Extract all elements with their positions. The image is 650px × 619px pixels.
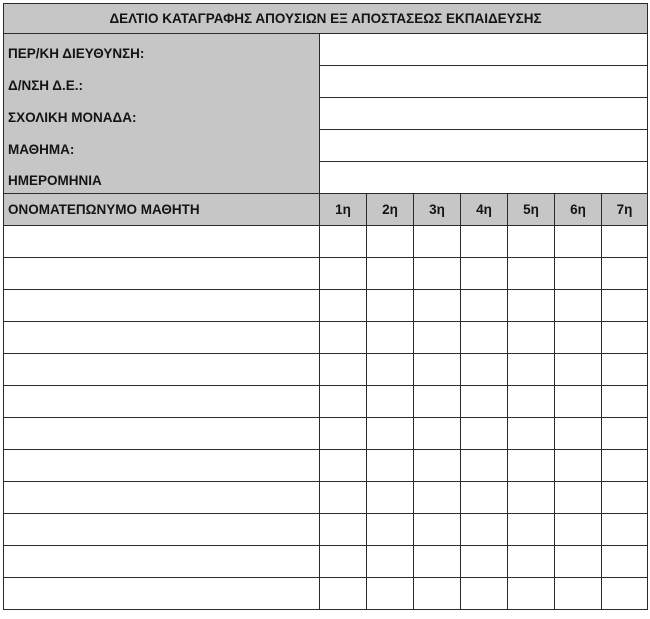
period-3-cell[interactable] [414,258,461,290]
table-row [4,226,648,258]
student-name-column-header: ΟΝΟΜΑΤΕΠΩΝΥΜΟ ΜΑΘΗΤΗ [4,194,320,226]
period-5-cell[interactable] [508,290,555,322]
student-name-cell[interactable] [4,290,320,322]
table-row [4,258,648,290]
period-5-cell[interactable] [508,258,555,290]
student-name-cell[interactable] [4,322,320,354]
period-2-cell[interactable] [367,418,414,450]
period-5-cell[interactable] [508,482,555,514]
period-7-cell[interactable] [602,578,648,610]
period-6-cell[interactable] [555,322,602,354]
period-5-cell[interactable] [508,546,555,578]
table-row [4,322,648,354]
field-value-school-unit[interactable] [320,98,648,130]
table-row [4,578,648,610]
period-4-cell[interactable] [461,258,508,290]
period-5-cell[interactable] [508,514,555,546]
period-3-cell[interactable] [414,354,461,386]
period-3-cell[interactable] [414,578,461,610]
table-row [4,514,648,546]
period-4-cell[interactable] [461,386,508,418]
period-6-cell[interactable] [555,226,602,258]
period-5-cell[interactable] [508,450,555,482]
period-4-cell[interactable] [461,418,508,450]
table-row [4,386,648,418]
period-4-cell[interactable] [461,546,508,578]
absence-form [3,3,647,610]
period-2-cell[interactable] [367,226,414,258]
period-6-cell[interactable] [555,546,602,578]
field-label-subject: ΜΑΘΗΜΑ: [4,130,320,162]
period-1-cell[interactable] [320,290,367,322]
period-6-cell[interactable] [555,354,602,386]
period-5-cell[interactable] [508,322,555,354]
field-value-education-directorate[interactable] [320,66,648,98]
period-3-cell[interactable] [414,514,461,546]
field-label-education-directorate: Δ/ΝΣΗ Δ.Ε.: [4,66,320,98]
table-row [4,290,648,322]
table-row [4,450,648,482]
period-2-cell[interactable] [367,290,414,322]
period-6-cell[interactable] [555,482,602,514]
period-1-cell[interactable] [320,226,367,258]
period-1-cell[interactable] [320,258,367,290]
period-2-cell[interactable] [367,578,414,610]
period-6-cell[interactable] [555,290,602,322]
student-name-cell[interactable] [4,386,320,418]
period-7-cell[interactable] [602,546,648,578]
period-7-cell[interactable] [602,514,648,546]
period-7-cell[interactable] [602,290,648,322]
period-header-4: 4η [461,194,508,226]
field-value-subject[interactable] [320,130,648,162]
period-7-cell[interactable] [602,418,648,450]
period-3-cell[interactable] [414,482,461,514]
period-6-cell[interactable] [555,578,602,610]
period-6-cell[interactable] [555,386,602,418]
period-4-cell[interactable] [461,514,508,546]
period-2-cell[interactable] [367,386,414,418]
period-4-cell[interactable] [461,578,508,610]
student-name-cell[interactable] [4,418,320,450]
period-4-cell[interactable] [461,482,508,514]
period-7-cell[interactable] [602,258,648,290]
period-1-cell[interactable] [320,386,367,418]
period-header-7: 7η [602,194,648,226]
period-4-cell[interactable] [461,322,508,354]
period-2-cell[interactable] [367,514,414,546]
table-row [4,546,648,578]
student-name-cell[interactable] [4,546,320,578]
period-1-cell[interactable] [320,418,367,450]
field-label-regional-directorate: ΠΕΡ/ΚΗ ΔΙΕΥΘΥΝΣΗ: [4,34,320,66]
period-5-cell[interactable] [508,418,555,450]
period-1-cell[interactable] [320,578,367,610]
period-2-cell[interactable] [367,258,414,290]
period-2-cell[interactable] [367,322,414,354]
student-name-cell[interactable] [4,578,320,610]
student-name-cell[interactable] [4,354,320,386]
period-1-cell[interactable] [320,322,367,354]
period-4-cell[interactable] [461,450,508,482]
student-name-cell[interactable] [4,226,320,258]
period-header-6: 6η [555,194,602,226]
period-1-cell[interactable] [320,450,367,482]
table-row [4,354,648,386]
period-1-cell[interactable] [320,514,367,546]
period-7-cell[interactable] [602,354,648,386]
student-name-cell[interactable] [4,482,320,514]
period-3-cell[interactable] [414,418,461,450]
period-4-cell[interactable] [461,226,508,258]
table-row [4,418,648,450]
period-header-1: 1η [320,194,367,226]
field-value-date[interactable] [320,162,648,194]
period-1-cell[interactable] [320,482,367,514]
period-6-cell[interactable] [555,258,602,290]
period-3-cell[interactable] [414,290,461,322]
period-3-cell[interactable] [414,546,461,578]
student-name-cell[interactable] [4,514,320,546]
period-3-cell[interactable] [414,386,461,418]
period-2-cell[interactable] [367,354,414,386]
period-7-cell[interactable] [602,482,648,514]
period-6-cell[interactable] [555,418,602,450]
table-row [4,482,648,514]
period-3-cell[interactable] [414,322,461,354]
period-1-cell[interactable] [320,546,367,578]
period-2-cell[interactable] [367,450,414,482]
field-label-school-unit: ΣΧΟΛΙΚΗ ΜΟΝΑΔΑ: [4,98,320,130]
period-5-cell[interactable] [508,354,555,386]
period-7-cell[interactable] [602,386,648,418]
period-6-cell[interactable] [555,450,602,482]
period-2-cell[interactable] [367,482,414,514]
field-label-date: ΗΜΕΡΟΜΗΝΙΑ [4,162,320,194]
period-header-5: 5η [508,194,555,226]
period-header-2: 2η [367,194,414,226]
period-3-cell[interactable] [414,450,461,482]
student-name-cell[interactable] [4,258,320,290]
period-5-cell[interactable] [508,386,555,418]
period-7-cell[interactable] [602,322,648,354]
period-7-cell[interactable] [602,226,648,258]
student-name-cell[interactable] [4,450,320,482]
period-5-cell[interactable] [508,226,555,258]
form-title: ΔΕΛΤΙΟ ΚΑΤΑΓΡΑΦΗΣ ΑΠΟΥΣΙΩΝ ΕΞ ΑΠΟΣΤΑΣΕΩΣ ΕΚΠΑΙΔΕΥΣΗΣ [4,4,648,34]
period-4-cell[interactable] [461,354,508,386]
period-3-cell[interactable] [414,226,461,258]
period-1-cell[interactable] [320,354,367,386]
absence-table [3,3,648,610]
period-5-cell[interactable] [508,578,555,610]
period-4-cell[interactable] [461,290,508,322]
period-6-cell[interactable] [555,514,602,546]
period-2-cell[interactable] [367,546,414,578]
period-header-3: 3η [414,194,461,226]
period-7-cell[interactable] [602,450,648,482]
field-value-regional-directorate[interactable] [320,34,648,66]
